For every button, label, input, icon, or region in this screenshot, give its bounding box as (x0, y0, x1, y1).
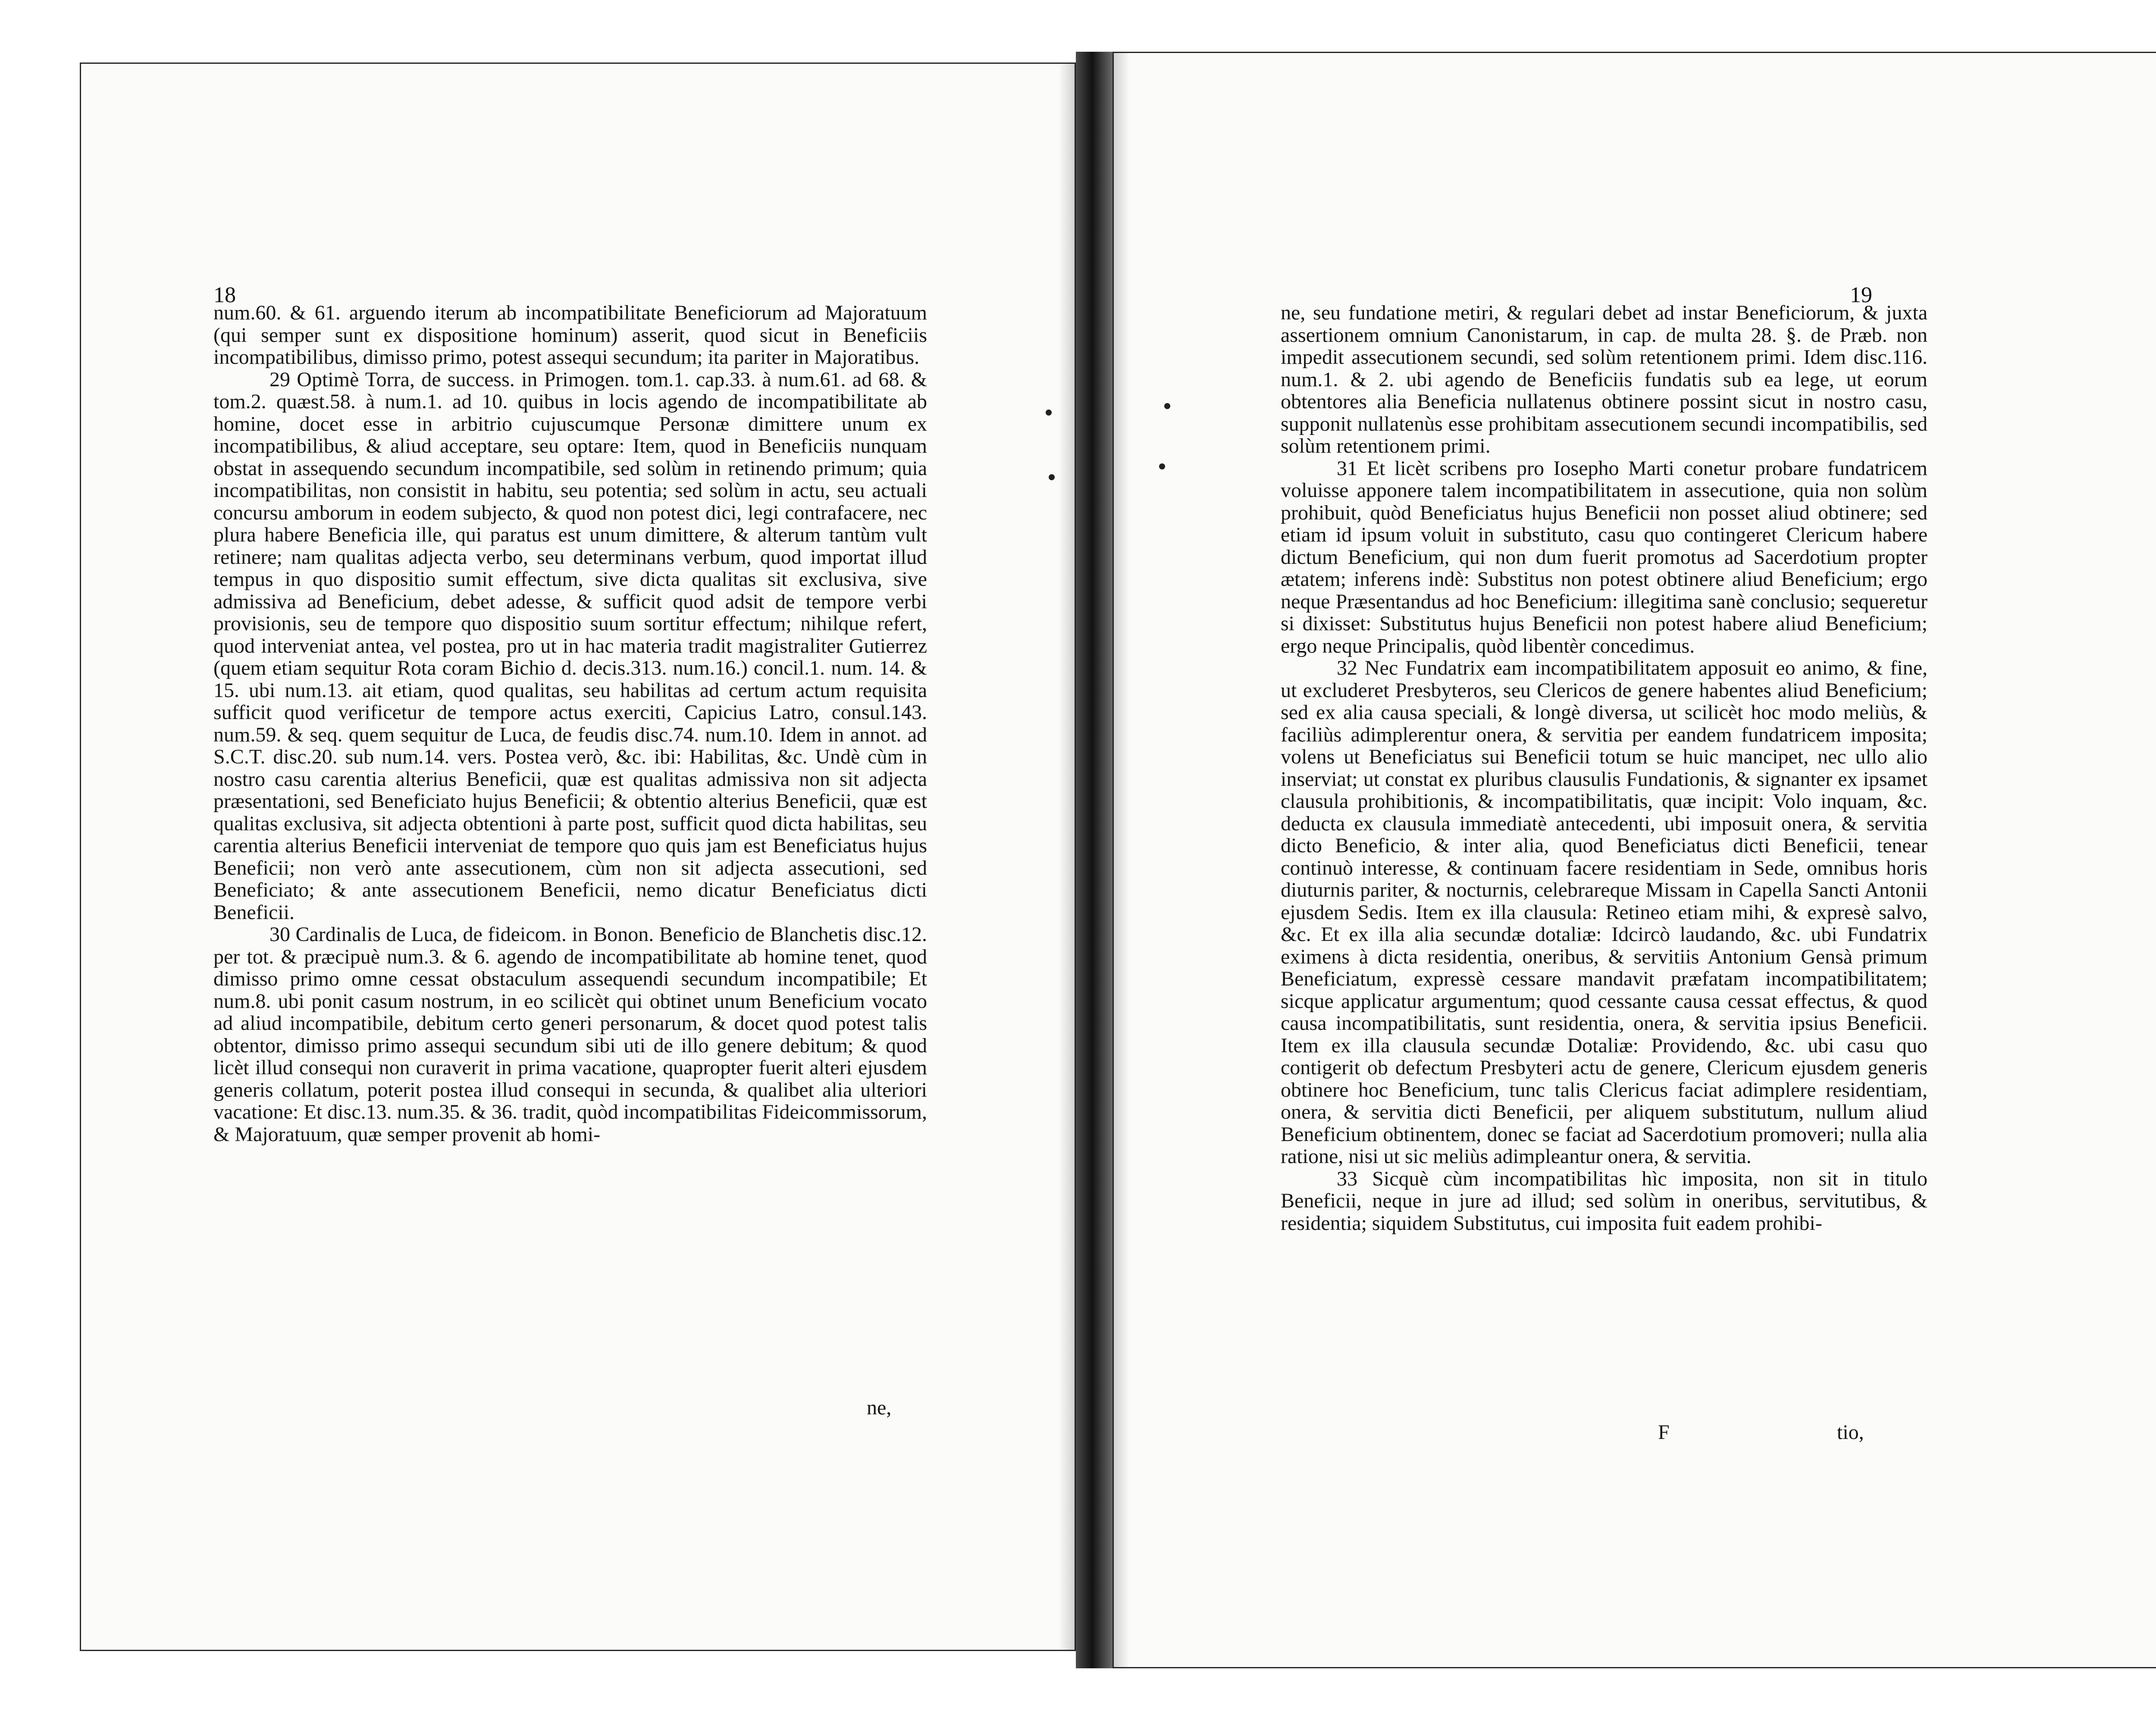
paragraph: 32 Nec Fundatrix eam incompatibilitatem apposuit eo animo, & fine, ut excluderet Presbyteros, seu Clericos de genere habentes aliud Beneficium; sed ex alia causa speciali, & longè diversa, ut scilicèt hoc modo meliùs, & faciliùs adimplerentur onera, & servitia per eandem fundatricem imposita; volens ut Beneficiatus sui Beneficii totum se huic mancipet, nec ullo alio inserviat; ut constat ex pluribus clausulis Fundationis, & signanter ex ipsamet clausula prohibitionis, & incompatibilitatis, quæ incipit: Volo inquam, &c. deducta ex clausula immediatè antecedenti, ubi imposuit onera, & servitia dicto Beneficio, & inter alia, quod Beneficiatus dicti Beneficii, tenear continuò interesse, & continuam facere residentiam in Sede, omnibus horis diuturnis pariter, & nocturnis, celebrareque Missam in Capella Sancti Antonii ejusdem Sedis. Item ex illa clausula: Retineo etiam mihi, & expresè salvo, &c. Et ex illa alia secundæ dotaliæ: Idcircò laudando, &c. ubi Fundatrix eximens à dicta residentia, oneribus, & servitiis Antonium Gensà primum Beneficiatum, expressè cessare mandavit præfatam incompatibilitatem; sicque applicatur argumentum; quod cessante causa cessat effectus, & quod causa incompatibilitatis, sunt residentia, onera, & servitia ipsius Beneficii. Item ex illa clausula secundæ Dotaliæ: Providendo, &c. ubi casu quo contigerit ob defectum Presbyteri actu de genere, Clericum ejusdem generis obtinere hoc Beneficium, tunc talis Clericus faciat adimplere residentiam, onera, & servitia dicti Beneficii, per aliquem substitutum, nullum aliud Beneficium obtinentem, donec se faciat ad Sacerdotium promoveri; nulla alia ratione, nisi ut sic meliùs adimpleantur onera, & servitia. (1281, 657, 1927, 1168)
paragraph: num.60. & 61. arguendo iterum ab incompatibilitate Beneficiorum ad Majoratuum (qui semper sunt ex dispositione hominum) asserit, quod sicut in Beneficiis incompatibilibus, dimisso primo, potest assequi secundum; ita pariter in Majoratibus. (213, 301, 927, 369)
binding-hole (1159, 463, 1165, 469)
catchword-left: ne, (867, 1396, 892, 1419)
binding-hole (1049, 474, 1055, 480)
signature-mark: F (1658, 1421, 1670, 1444)
paragraph: 33 Sicquè cùm incompatibilitas hìc imposita, non sit in titulo Beneficii, neque in jure ad illud; sed solùm in oneribus, servitutibus, & residentia; siquidem Substitutus, cui imposita fuit eadem prohibi- (1281, 1167, 1927, 1235)
binding-hole (1046, 410, 1052, 416)
left-page-text (213, 302, 927, 1145)
page-number-right: 19 (1850, 283, 1872, 307)
page-number-left: 18 (213, 283, 236, 307)
binding-hole (1164, 403, 1170, 409)
paragraph: ne, seu fundatione metiri, & regulari debet ad instar Beneficiorum, & juxta assertionem omnium Canonistarum, in cap. de multa 28. §. de Præb. non impedit assecutionem secundi, sed solùm retentionem primi. Idem disc.116. num.1. & 2. ubi agendo de Beneficiis fundatis sub ea lege, ut eorum obtentores alia Beneficia nullatenus obtinere possint sicut in nostro casu, supponit nullatenùs esse prohibitam assecutionem secundi incompatibilis, sed solùm retentionem primi. (1281, 301, 1927, 457)
paragraph: 29 Optimè Torra, de success. in Primogen. tom.1. cap.33. à num.61. ad 68. & tom.2. quæst.58. à num.1. ad 10. quibus in locis agendo de incompatibilitate ab homine, docet esse in arbitrio cujuscumque Personæ dimittere unum ex incompatibilibus, & aliud acceptare, seu optare: Item, quod in Beneficiis nunquam obstat in assequendo secundum incompatibile, sed solùm in retinendo primum; quia incompatibilitas, non consistit in habitu, seu potentia; sed solùm in actu, seu actuali concursu amborum in eodem subjecto, & quod non potest dici, legi contrafacere, nec plura habere Beneficia ille, qui paratus est unum dimittere, & alterum tantùm vult retinere; nam qualitas adjecta verbo, seu determinans verbum, quod importat illud tempus in quo dispositio sumit effectum, sive dicta qualitas sit exclusiva, sive admissiva ad Beneficium, debet adesse, & sufficit quod adsit de tempore verbi provisionis, seu de tempore quo dispositio suum sortitur effectum; nihilque refert, quod interveniat antea, vel postea, pro ut in hac materia tradit magistraliter Gutierrez (quem etiam sequitur Rota coram Bichio d. decis.313. num.16.) concil.1. num. 14. & 15. ubi num.13. ait etiam, quod qualitas, seu habilitas ad certum actum requisita sufficit quod verificetur de tempore actus exerciti, Capicius Latro, consul.143. num.59. & seq. quem sequitur de Luca, de feudis disc.74. num.10. Idem in annot. ad S.C.T. disc.20. sub num.14. vers. Postea verò, &c. ibi: Habilitas, &c. Undè cùm in nostro casu carentia alterius Beneficii, quæ est qualitas admissiva non sit adjecta præsentationi, sed Beneficiato hujus Beneficii; & obtentio alterius Beneficii, quæ est qualitas exclusiva, sit adjecta obtentioni à parte post, sufficit quod dicta habilitas, seu carentia alterius Beneficii interveniat de tempore quo quis jam est Beneficiatus hujus Beneficii; non verò ante assecutionem, cùm non sit adjecta assecutioni, sed Beneficiato; & ante assecutionem Beneficii, nemo dicatur Beneficiatus dicti Beneficii. (213, 368, 927, 924)
paragraph: 30 Cardinalis de Luca, de fideicom. in Bonon. Beneficio de Blanchetis disc.12. per tot. & præcipuè num.3. & 6. agendo de incompatibilitate ab homine tenet, quod dimisso primo omne cessat obstaculum assequendi secundum incompatibile; Et num.8. ubi ponit casum nostrum, in eo scilicèt qui obtinet unum Beneficium vocato ad aliud incompatibile, debitum certo generi personarum, & docet quod potest talis obtentor, dimisso primo assequi secundum sibi uti de illo genere debitum; & quod licèt illud consequi non curaverit in prima vacatione, quapropter fuerit alteri ejusdem generis collatum, poterit postea illud consequi in secunda, & qualibet alia ulteriori vacatione: Et disc.13. num.35. & 36. tradit, quòd incompatibilitas Fideicommissorum, & Majoratuum, quæ semper provenit ab homi- (213, 923, 927, 1146)
book-gutter (1076, 52, 1112, 1668)
paragraph: 31 Et licèt scribens pro Iosepho Marti conetur probare fundatricem voluisse apponere talem incompatibilitatem in assecutione, quia non solùm prohibuit, quòd Beneficiatus hujus Beneficii non posset aliud obtinere; sed etiam id ipsum voluit in substituto, casu quo contingeret Clericum habere dictum Beneficium, qui non dum fuerit promotus ad Sacerdotium propter ætatem; inferens indè: Substitus non potest obtinere aliud Beneficium; ergo neque Præsentandus ad hoc Beneficium: illegitima sanè conclusio; sequeretur si dixisset: Substitutus hujus Beneficii non potest habere aliud Beneficium; ergo neque Principalis, quòd libentèr concedimus. (1281, 457, 1927, 657)
catchword-right: tio, (1837, 1421, 1864, 1444)
right-page-text (1281, 302, 1927, 1234)
